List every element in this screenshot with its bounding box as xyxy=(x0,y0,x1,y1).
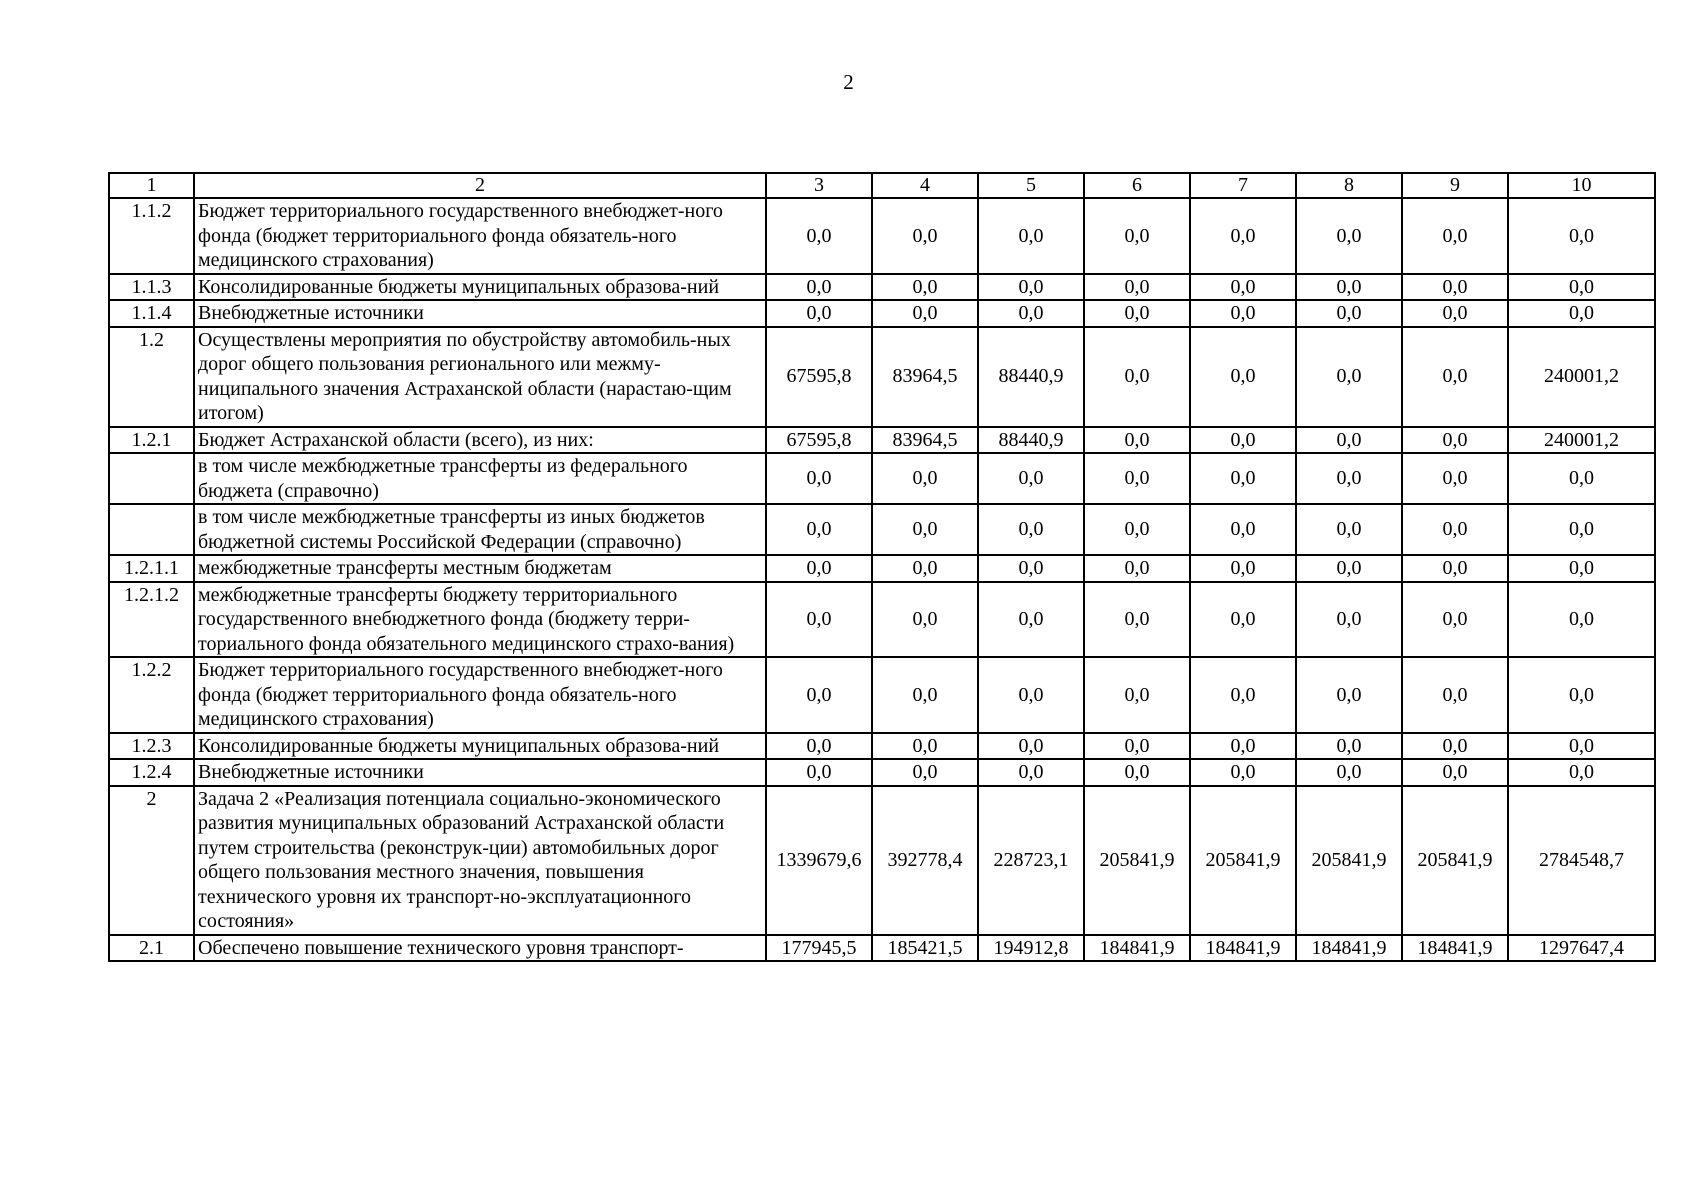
row-code-cell xyxy=(109,453,194,504)
row-value-cell: 67595,8 xyxy=(766,327,872,427)
row-value-cell: 0,0 xyxy=(1296,327,1402,427)
row-value-cell: 0,0 xyxy=(978,453,1084,504)
row-value-cell: 177945,5 xyxy=(766,935,872,962)
table-row xyxy=(109,555,1655,582)
table-header-row xyxy=(109,173,1655,198)
row-value-cell: 88440,9 xyxy=(978,427,1084,454)
row-value-cell: 0,0 xyxy=(1084,657,1190,733)
row-value-cell: 184841,9 xyxy=(1296,935,1402,962)
row-value-cell: 0,0 xyxy=(1508,504,1655,555)
row-value-cell: 0,0 xyxy=(978,555,1084,582)
row-value-cell: 0,0 xyxy=(872,274,978,301)
row-value-cell: 0,0 xyxy=(766,657,872,733)
header-cell: 5 xyxy=(978,173,1084,198)
row-value-cell: 0,0 xyxy=(1084,274,1190,301)
header-cell: 2 xyxy=(194,173,766,198)
row-value-cell: 0,0 xyxy=(1402,759,1508,786)
row-value-cell: 0,0 xyxy=(1402,427,1508,454)
header-cell: 3 xyxy=(766,173,872,198)
row-code-cell: 1.2 xyxy=(109,327,194,427)
row-value-cell: 88440,9 xyxy=(978,327,1084,427)
row-value-cell: 0,0 xyxy=(1084,300,1190,327)
table-row xyxy=(109,935,1655,962)
row-value-cell: 0,0 xyxy=(1190,504,1296,555)
table-row xyxy=(109,786,1655,935)
row-value-cell: 0,0 xyxy=(872,733,978,760)
row-description-cell: Бюджет территориального государственного внебюджет-ного фонда (бюджет территориального фонда обязатель-ного медицинского страхования) xyxy=(194,198,766,274)
row-value-cell: 0,0 xyxy=(1296,733,1402,760)
table-row xyxy=(109,759,1655,786)
row-value-cell: 0,0 xyxy=(978,198,1084,274)
row-value-cell: 0,0 xyxy=(1296,198,1402,274)
row-code-cell: 1.2.3 xyxy=(109,733,194,760)
row-value-cell: 0,0 xyxy=(872,504,978,555)
row-value-cell: 0,0 xyxy=(1508,582,1655,658)
row-value-cell: 0,0 xyxy=(1296,657,1402,733)
row-description-cell: межбюджетные трансферты местным бюджетам xyxy=(194,555,766,582)
row-value-cell: 0,0 xyxy=(1084,453,1190,504)
row-value-cell: 0,0 xyxy=(1084,427,1190,454)
table-row xyxy=(109,427,1655,454)
row-value-cell: 0,0 xyxy=(1296,582,1402,658)
row-description-cell: Внебюджетные источники xyxy=(194,300,766,327)
row-value-cell: 0,0 xyxy=(1508,198,1655,274)
header-cell: 7 xyxy=(1190,173,1296,198)
row-description-cell: Бюджет территориального государственного внебюджет-ного фонда (бюджет территориального фонда обязатель-ного медицинского страхования) xyxy=(194,657,766,733)
row-value-cell: 0,0 xyxy=(978,582,1084,658)
row-value-cell: 83964,5 xyxy=(872,327,978,427)
row-code-cell: 1.2.4 xyxy=(109,759,194,786)
row-value-cell: 0,0 xyxy=(1190,427,1296,454)
row-value-cell: 0,0 xyxy=(766,198,872,274)
row-value-cell: 0,0 xyxy=(978,759,1084,786)
row-value-cell: 0,0 xyxy=(1190,453,1296,504)
row-value-cell: 392778,4 xyxy=(872,786,978,935)
header-cell: 9 xyxy=(1402,173,1508,198)
row-value-cell: 0,0 xyxy=(1084,198,1190,274)
row-value-cell: 0,0 xyxy=(1508,733,1655,760)
row-value-cell: 184841,9 xyxy=(1084,935,1190,962)
row-value-cell: 0,0 xyxy=(1508,555,1655,582)
row-value-cell: 0,0 xyxy=(1402,453,1508,504)
row-value-cell: 0,0 xyxy=(1084,759,1190,786)
row-value-cell: 0,0 xyxy=(872,657,978,733)
table-row xyxy=(109,327,1655,427)
header-cell: 1 xyxy=(109,173,194,198)
row-value-cell: 0,0 xyxy=(766,453,872,504)
row-value-cell: 184841,9 xyxy=(1190,935,1296,962)
row-description-cell: Внебюджетные источники xyxy=(194,759,766,786)
row-value-cell: 0,0 xyxy=(1296,555,1402,582)
row-value-cell: 205841,9 xyxy=(1402,786,1508,935)
row-value-cell: 0,0 xyxy=(1296,274,1402,301)
row-value-cell: 0,0 xyxy=(1190,274,1296,301)
row-value-cell: 0,0 xyxy=(1296,427,1402,454)
row-value-cell: 0,0 xyxy=(1402,274,1508,301)
row-description-cell: Консолидированные бюджеты муниципальных образова-ний xyxy=(194,274,766,301)
table-row xyxy=(109,274,1655,301)
row-value-cell: 0,0 xyxy=(978,274,1084,301)
row-value-cell: 0,0 xyxy=(978,300,1084,327)
row-value-cell: 0,0 xyxy=(766,504,872,555)
row-value-cell: 0,0 xyxy=(1190,657,1296,733)
row-value-cell: 0,0 xyxy=(1190,198,1296,274)
row-value-cell: 0,0 xyxy=(978,504,1084,555)
row-value-cell: 0,0 xyxy=(1508,300,1655,327)
row-value-cell: 205841,9 xyxy=(1190,786,1296,935)
row-value-cell: 0,0 xyxy=(1084,504,1190,555)
page-number: 2 xyxy=(843,70,854,94)
row-code-cell: 1.1.4 xyxy=(109,300,194,327)
row-code-cell: 1.2.1.1 xyxy=(109,555,194,582)
row-code-cell xyxy=(109,504,194,555)
row-value-cell: 0,0 xyxy=(766,759,872,786)
row-value-cell: 228723,1 xyxy=(978,786,1084,935)
row-description-cell: Бюджет Астраханской области (всего), из них: xyxy=(194,427,766,454)
row-value-cell: 0,0 xyxy=(1508,274,1655,301)
row-code-cell: 1.2.2 xyxy=(109,657,194,733)
row-value-cell: 0,0 xyxy=(766,733,872,760)
row-value-cell: 0,0 xyxy=(872,198,978,274)
row-code-cell: 1.2.1 xyxy=(109,427,194,454)
row-value-cell: 0,0 xyxy=(1084,555,1190,582)
row-value-cell: 0,0 xyxy=(766,555,872,582)
row-value-cell: 0,0 xyxy=(1190,582,1296,658)
row-value-cell: 0,0 xyxy=(1402,198,1508,274)
row-value-cell: 0,0 xyxy=(1296,300,1402,327)
row-value-cell: 194912,8 xyxy=(978,935,1084,962)
row-code-cell: 2.1 xyxy=(109,935,194,962)
row-value-cell: 205841,9 xyxy=(1296,786,1402,935)
row-value-cell: 1339679,6 xyxy=(766,786,872,935)
row-value-cell: 205841,9 xyxy=(1084,786,1190,935)
row-value-cell: 0,0 xyxy=(1508,657,1655,733)
table-row xyxy=(109,657,1655,733)
row-value-cell: 0,0 xyxy=(1190,300,1296,327)
row-value-cell: 0,0 xyxy=(1508,759,1655,786)
row-value-cell: 0,0 xyxy=(1190,327,1296,427)
header-cell: 6 xyxy=(1084,173,1190,198)
row-value-cell: 0,0 xyxy=(1402,327,1508,427)
row-value-cell: 184841,9 xyxy=(1402,935,1508,962)
table-row xyxy=(109,733,1655,760)
row-value-cell: 0,0 xyxy=(1296,504,1402,555)
row-value-cell: 0,0 xyxy=(978,733,1084,760)
row-code-cell: 1.1.3 xyxy=(109,274,194,301)
row-value-cell: 2784548,7 xyxy=(1508,786,1655,935)
row-value-cell: 0,0 xyxy=(1402,555,1508,582)
row-value-cell: 0,0 xyxy=(1190,555,1296,582)
row-value-cell: 0,0 xyxy=(872,555,978,582)
row-value-cell: 0,0 xyxy=(1084,733,1190,760)
row-value-cell: 0,0 xyxy=(872,453,978,504)
row-value-cell: 67595,8 xyxy=(766,427,872,454)
row-value-cell: 185421,5 xyxy=(872,935,978,962)
header-cell: 8 xyxy=(1296,173,1402,198)
table-row xyxy=(109,198,1655,274)
table-row xyxy=(109,504,1655,555)
row-value-cell: 0,0 xyxy=(1190,733,1296,760)
row-value-cell: 0,0 xyxy=(1402,300,1508,327)
row-value-cell: 0,0 xyxy=(1190,759,1296,786)
row-value-cell: 0,0 xyxy=(766,300,872,327)
row-description-cell: межбюджетные трансферты бюджету территориального государственного внебюджетного фонда (бюджету терри-ториального фонда обязательного медицинского страхо-вания) xyxy=(194,582,766,658)
table-row xyxy=(109,582,1655,658)
row-value-cell: 1297647,4 xyxy=(1508,935,1655,962)
row-description-cell: Осуществлены мероприятия по обустройству автомобиль-ных дорог общего пользования регионального или межму-ниципального значения Астраханской области (нарастаю-щим итогом) xyxy=(194,327,766,427)
row-value-cell: 0,0 xyxy=(1084,582,1190,658)
row-value-cell: 0,0 xyxy=(1508,453,1655,504)
row-code-cell: 1.1.2 xyxy=(109,198,194,274)
row-value-cell: 0,0 xyxy=(872,300,978,327)
row-description-cell: Задача 2 «Реализация потенциала социально-экономического развития муниципальных образований Астраханской области путем строительства (реконструк-ции) автомобильных дорог общего пользования местного значения, повышения технического уровня их транспорт-но-эксплуатационного состояния» xyxy=(194,786,766,935)
header-cell: 4 xyxy=(872,173,978,198)
row-value-cell: 0,0 xyxy=(1084,327,1190,427)
row-value-cell: 0,0 xyxy=(978,657,1084,733)
table-row xyxy=(109,300,1655,327)
row-value-cell: 240001,2 xyxy=(1508,427,1655,454)
row-value-cell: 0,0 xyxy=(1402,733,1508,760)
row-value-cell: 0,0 xyxy=(872,582,978,658)
row-description-cell: Обеспечено повышение технического уровня транспорт- xyxy=(194,935,766,962)
row-description-cell: в том числе межбюджетные трансферты из иных бюджетов бюджетной системы Российской Федерации (справочно) xyxy=(194,504,766,555)
budget-table xyxy=(108,172,1656,962)
row-value-cell: 0,0 xyxy=(1402,657,1508,733)
row-description-cell: Консолидированные бюджеты муниципальных образова-ний xyxy=(194,733,766,760)
row-value-cell: 0,0 xyxy=(1296,453,1402,504)
row-value-cell: 83964,5 xyxy=(872,427,978,454)
row-value-cell: 0,0 xyxy=(766,274,872,301)
row-value-cell: 0,0 xyxy=(1296,759,1402,786)
row-code-cell: 2 xyxy=(109,786,194,935)
row-code-cell: 1.2.1.2 xyxy=(109,582,194,658)
row-description-cell: в том числе межбюджетные трансферты из федерального бюджета (справочно) xyxy=(194,453,766,504)
header-cell: 10 xyxy=(1508,173,1655,198)
table-row xyxy=(109,453,1655,504)
row-value-cell: 0,0 xyxy=(1402,504,1508,555)
row-value-cell: 240001,2 xyxy=(1508,327,1655,427)
row-value-cell: 0,0 xyxy=(872,759,978,786)
row-value-cell: 0,0 xyxy=(1402,582,1508,658)
row-value-cell: 0,0 xyxy=(766,582,872,658)
